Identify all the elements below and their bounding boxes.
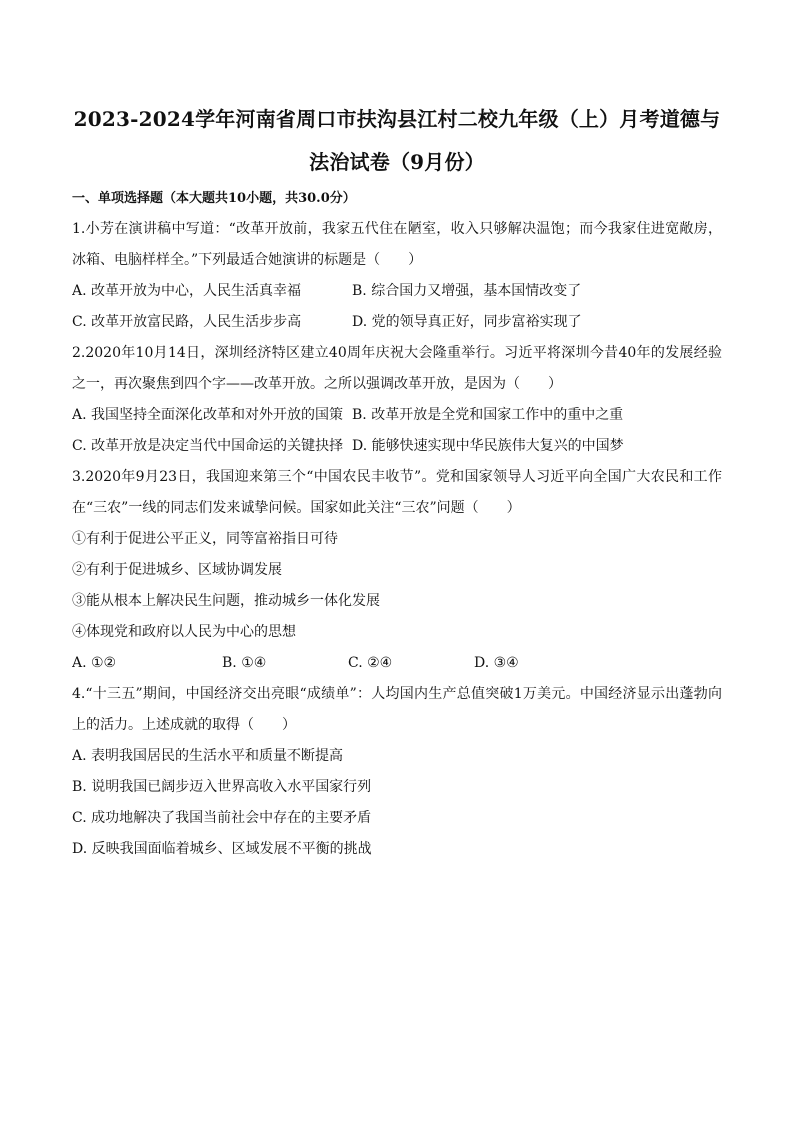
question-1-option-c[interactable]: C. 改革开放富民路，人民生活步步高 — [72, 314, 302, 330]
question-4-options — [72, 741, 722, 865]
question-1-option-a[interactable]: A. 改革开放为中心，人民生活真幸福 — [72, 283, 302, 299]
question-3-statement-3: ③能从根本上解决民生问题，推动城乡一体化发展 — [72, 593, 380, 609]
question-1-options — [72, 276, 722, 338]
question-4-option-a[interactable]: A. 表明我国居民的生活水平和质量不断提高 — [72, 748, 344, 764]
exam-title-line-1: 2023-2024学年河南省周口市扶沟县江村二校九年级（上）月考道德与 — [73, 107, 721, 131]
question-4-stem: 4.“十三五”期间，中国经济交出亮眼“成绩单”：人均国内生产总值突破1万美元。中国经济显示出蓬勃向上的活力。上述成就的取得（ ） — [72, 686, 722, 733]
question-3 — [72, 462, 722, 679]
question-3-stem: 3.2020年9月23日，我国迎来第三个“中国农民丰收节”。党和国家领导人习近平向全国广大农民和工作在“三农”一线的同志们发来诚挚问候。国家如此关注“三农”问题（ ） — [72, 469, 722, 516]
question-2-option-d[interactable]: D. 能够快速实现中华民族伟大复兴的中国梦 — [352, 438, 624, 454]
section-header-single-choice: 一、单项选择题（本大题共10小题，共30.0分） — [72, 191, 356, 206]
question-2-option-b[interactable]: B. 改革开放是全党和国家工作中的重中之重 — [352, 407, 624, 423]
question-2-option-c[interactable]: C. 改革开放是决定当代中国命运的关键抉择 — [72, 438, 344, 454]
question-1-option-b[interactable]: B. 综合国力又增强，基本国情改变了 — [352, 283, 582, 299]
question-3-option-b[interactable]: B. ①④ — [222, 655, 267, 671]
question-2 — [72, 338, 722, 462]
question-1-option-d[interactable]: D. 党的领导真正好，同步富裕实现了 — [352, 314, 582, 330]
question-4 — [72, 679, 722, 865]
exam-title — [72, 98, 722, 184]
question-4-option-c[interactable]: C. 成功地解决了我国当前社会中存在的主要矛盾 — [72, 810, 372, 826]
question-3-statement-2: ②有利于促进城乡、区域协调发展 — [72, 562, 282, 578]
question-2-stem: 2.2020年10月14日，深圳经济特区建立40周年庆祝大会隆重举行。习近平将深圳今昔40年的发展经验之一，再次聚焦到四个字——改革开放。之所以强调改革开放，是因为（ ） — [72, 345, 722, 392]
question-4-option-d[interactable]: D. 反映我国面临着城乡、区域发展不平衡的挑战 — [72, 841, 372, 857]
question-3-option-c[interactable]: C. ②④ — [348, 655, 393, 671]
question-3-option-d[interactable]: D. ③④ — [474, 655, 519, 671]
question-4-option-b[interactable]: B. 说明我国已阔步迈入世界高收入水平国家行列 — [72, 779, 372, 795]
question-3-statement-1: ①有利于促进公平正义，同等富裕指日可待 — [72, 531, 338, 547]
question-3-option-a[interactable]: A. ①② — [72, 655, 117, 671]
question-3-statement-4: ④体现党和政府以人民为中心的思想 — [72, 624, 296, 640]
question-2-option-a[interactable]: A. 我国坚持全面深化改革和对外开放的国策 — [72, 407, 344, 423]
question-1 — [72, 214, 722, 338]
question-3-options — [72, 648, 722, 679]
question-1-stem: 1.小芳在演讲稿中写道：“改革开放前，我家五代住在陋室，收入只够解决温饱；而今我家住进宽敞房，冰箱、电脑样样全。”下列最适合她演讲的标题是（ ） — [72, 221, 722, 268]
exam-title-line-2: 法治试卷（9月份） — [309, 150, 485, 174]
question-2-options — [72, 400, 722, 462]
